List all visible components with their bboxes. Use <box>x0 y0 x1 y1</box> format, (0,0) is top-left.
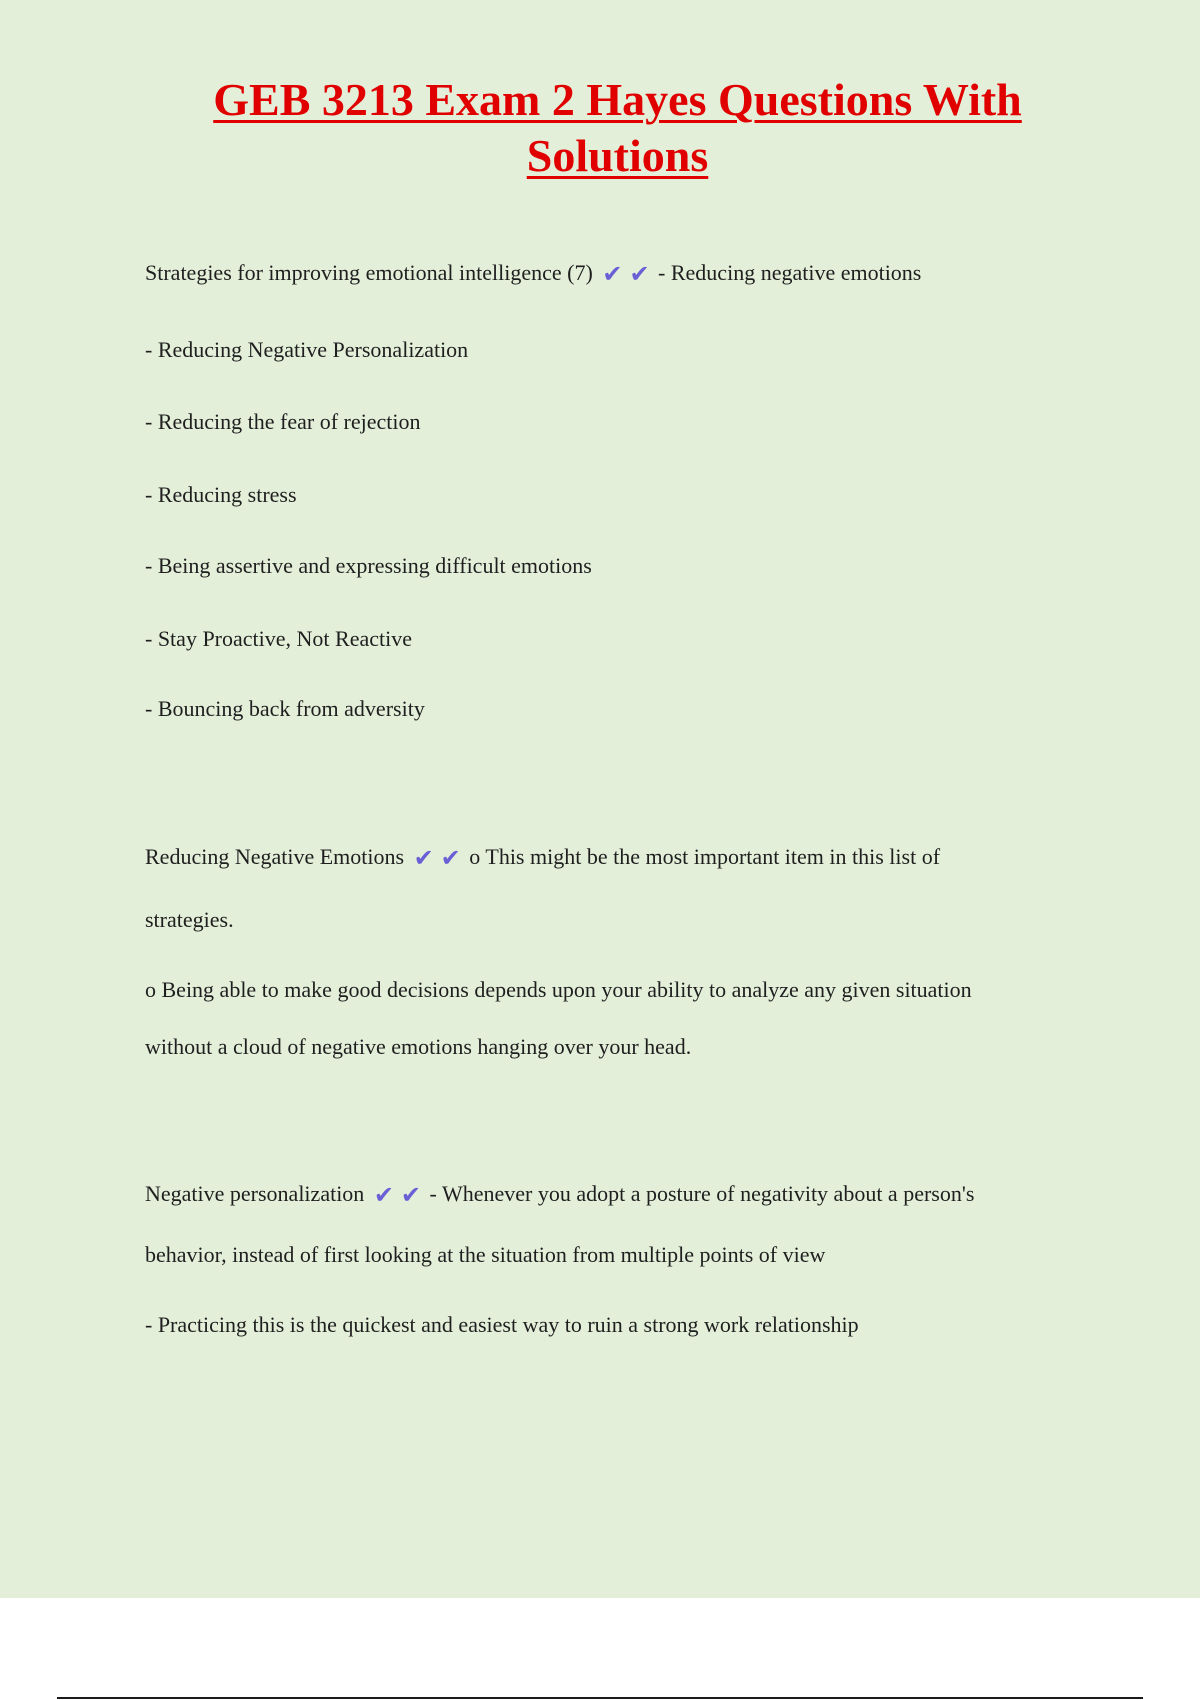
qa-item-2-question: Reducing Negative Emotions <box>145 844 405 869</box>
qa-item-1-question: Strategies for improving emotional intelligence (7) <box>145 260 593 285</box>
check-icon: ✔ <box>629 260 650 288</box>
qa-item-2-answer-line: o Being able to make good decisions depends upon your ability to analyze any given situation <box>145 977 972 1002</box>
qa-item-1-question-line <box>145 259 921 288</box>
check-icon: ✔ <box>413 844 434 872</box>
qa-item-2-answer-line: strategies. <box>145 907 234 932</box>
qa-item-1-answer-line: - Stay Proactive, Not Reactive <box>145 626 412 651</box>
qa-item-3-answer-line: behavior, instead of first looking at the situation from multiple points of view <box>145 1242 826 1267</box>
qa-item-2-question-line <box>145 843 940 872</box>
qa-item-1-answer-line: - Bouncing back from adversity <box>145 696 425 721</box>
footer-divider <box>57 1697 1143 1699</box>
qa-item-3-answer-line: - Practicing this is the quickest and easiest way to ruin a strong work relationship <box>145 1312 859 1337</box>
qa-item-3-question: Negative personalization <box>145 1181 365 1206</box>
document-title: GEB 3213 Exam 2 Hayes Questions With Solutions <box>213 74 1022 181</box>
check-icon: ✔ <box>440 844 461 872</box>
qa-item-3-answer: - Whenever you adopt a posture of negativity about a person's <box>429 1181 975 1206</box>
qa-item-1-answer-line: - Reducing stress <box>145 482 297 507</box>
qa-item-1-answer-line: - Reducing the fear of rejection <box>145 409 421 434</box>
qa-item-3-question-line <box>145 1180 974 1209</box>
check-icon: ✔ <box>400 1181 422 1209</box>
check-icon: ✔ <box>373 1181 394 1209</box>
qa-item-2-answer: o This might be the most important item in this list of <box>469 844 941 869</box>
qa-item-1-answer-line: - Reducing Negative Personalization <box>145 337 469 362</box>
qa-item-2-answer-line: without a cloud of negative emotions hanging over your head. <box>145 1034 692 1059</box>
qa-item-1-answer-line: - Being assertive and expressing difficult emotions <box>145 553 592 578</box>
check-icon: ✔ <box>602 260 623 288</box>
qa-item-1-answer: - Reducing negative emotions <box>658 260 922 285</box>
